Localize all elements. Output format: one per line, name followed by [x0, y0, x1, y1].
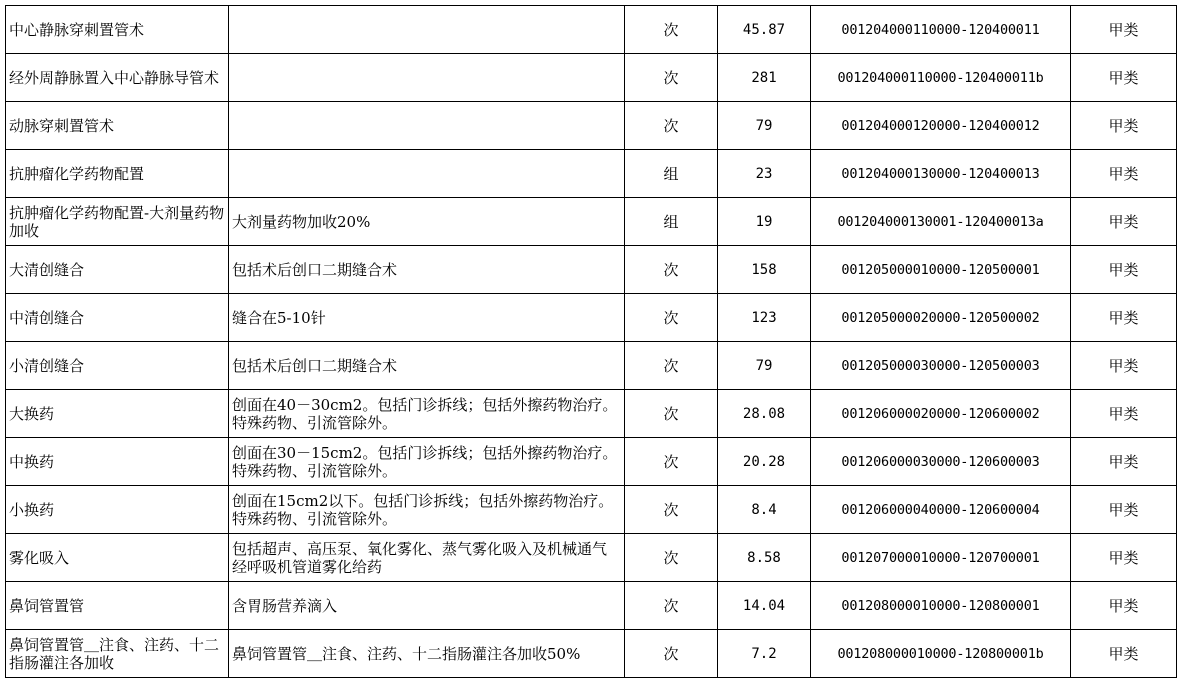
item-content-cell: 大剂量药物加收20% [229, 198, 625, 246]
item-code-cell: 001204000120000-120400012 [811, 102, 1071, 150]
item-content-cell: 创面在15cm2以下。包括门诊拆线；包括外擦药物治疗。特殊药物、引流管除外。 [229, 486, 625, 534]
item-content-cell: 含胃肠营养滴入 [229, 582, 625, 630]
price-cell: 123 [718, 294, 811, 342]
price-cell: 19 [718, 198, 811, 246]
item-code-cell: 001204000110000-120400011 [811, 6, 1071, 54]
category-cell: 甲类 [1071, 294, 1177, 342]
item-code-cell: 001204000110000-120400011b [811, 54, 1071, 102]
item-content-cell [229, 102, 625, 150]
price-cell: 14.04 [718, 582, 811, 630]
unit-cell: 次 [625, 630, 718, 678]
item-content-cell: 鼻饲管置管＿注食、注药、十二指肠灌注各加收50% [229, 630, 625, 678]
unit-cell: 次 [625, 294, 718, 342]
unit-cell: 次 [625, 6, 718, 54]
item-code-cell: 001204000130000-120400013 [811, 150, 1071, 198]
item-name-cell: 大换药 [6, 390, 229, 438]
table-row [6, 438, 1177, 486]
price-cell: 45.87 [718, 6, 811, 54]
item-name-cell: 雾化吸入 [6, 534, 229, 582]
item-code-cell: 001206000030000-120600003 [811, 438, 1071, 486]
item-code-cell: 001208000010000-120800001 [811, 582, 1071, 630]
unit-cell: 次 [625, 54, 718, 102]
item-name-cell: 经外周静脉置入中心静脉导管术 [6, 54, 229, 102]
unit-cell: 组 [625, 198, 718, 246]
category-cell: 甲类 [1071, 534, 1177, 582]
unit-cell: 次 [625, 582, 718, 630]
item-name-cell: 鼻饲管置管＿注食、注药、十二指肠灌注各加收 [6, 630, 229, 678]
item-code-cell: 001207000010000-120700001 [811, 534, 1071, 582]
item-content-cell: 包括术后创口二期缝合术 [229, 246, 625, 294]
table-row [6, 54, 1177, 102]
fee-table [5, 5, 1177, 678]
price-cell: 79 [718, 342, 811, 390]
item-content-cell [229, 54, 625, 102]
item-name-cell: 小清创缝合 [6, 342, 229, 390]
item-name-cell: 动脉穿刺置管术 [6, 102, 229, 150]
unit-cell: 组 [625, 150, 718, 198]
price-cell: 79 [718, 102, 811, 150]
item-name-cell: 抗肿瘤化学药物配置 [6, 150, 229, 198]
price-cell: 8.58 [718, 534, 811, 582]
table-row [6, 6, 1177, 54]
category-cell: 甲类 [1071, 630, 1177, 678]
table-row [6, 342, 1177, 390]
item-name-cell: 中心静脉穿刺置管术 [6, 6, 229, 54]
item-code-cell: 001205000010000-120500001 [811, 246, 1071, 294]
item-code-cell: 001206000020000-120600002 [811, 390, 1071, 438]
price-cell: 28.08 [718, 390, 811, 438]
category-cell: 甲类 [1071, 54, 1177, 102]
item-name-cell: 抗肿瘤化学药物配置-大剂量药物加收 [6, 198, 229, 246]
price-cell: 281 [718, 54, 811, 102]
category-cell: 甲类 [1071, 246, 1177, 294]
price-cell: 7.2 [718, 630, 811, 678]
item-name-cell: 中换药 [6, 438, 229, 486]
item-content-cell: 创面在30－15cm2。包括门诊拆线；包括外擦药物治疗。特殊药物、引流管除外。 [229, 438, 625, 486]
item-content-cell: 包括超声、高压泵、氧化雾化、蒸气雾化吸入及机械通气经呼吸机管道雾化给药 [229, 534, 625, 582]
unit-cell: 次 [625, 486, 718, 534]
category-cell: 甲类 [1071, 486, 1177, 534]
category-cell: 甲类 [1071, 390, 1177, 438]
item-code-cell: 001205000030000-120500003 [811, 342, 1071, 390]
table-row [6, 630, 1177, 678]
unit-cell: 次 [625, 102, 718, 150]
table-row [6, 150, 1177, 198]
table-row [6, 246, 1177, 294]
item-name-cell: 小换药 [6, 486, 229, 534]
item-code-cell: 001204000130001-120400013a [811, 198, 1071, 246]
item-content-cell: 包括术后创口二期缝合术 [229, 342, 625, 390]
item-name-cell: 中清创缝合 [6, 294, 229, 342]
item-code-cell: 001205000020000-120500002 [811, 294, 1071, 342]
price-cell: 20.28 [718, 438, 811, 486]
item-content-cell: 缝合在5-10针 [229, 294, 625, 342]
price-cell: 23 [718, 150, 811, 198]
unit-cell: 次 [625, 342, 718, 390]
category-cell: 甲类 [1071, 150, 1177, 198]
table-row [6, 486, 1177, 534]
table-row [6, 102, 1177, 150]
category-cell: 甲类 [1071, 342, 1177, 390]
category-cell: 甲类 [1071, 438, 1177, 486]
item-name-cell: 鼻饲管置管 [6, 582, 229, 630]
item-code-cell: 001208000010000-120800001b [811, 630, 1071, 678]
table-row [6, 294, 1177, 342]
fee-table-body [6, 6, 1177, 678]
item-content-cell [229, 6, 625, 54]
table-row [6, 534, 1177, 582]
table-row [6, 390, 1177, 438]
category-cell: 甲类 [1071, 102, 1177, 150]
table-row [6, 582, 1177, 630]
category-cell: 甲类 [1071, 6, 1177, 54]
unit-cell: 次 [625, 390, 718, 438]
unit-cell: 次 [625, 534, 718, 582]
unit-cell: 次 [625, 246, 718, 294]
price-cell: 8.4 [718, 486, 811, 534]
unit-cell: 次 [625, 438, 718, 486]
item-code-cell: 001206000040000-120600004 [811, 486, 1071, 534]
table-row [6, 198, 1177, 246]
category-cell: 甲类 [1071, 582, 1177, 630]
category-cell: 甲类 [1071, 198, 1177, 246]
price-cell: 158 [718, 246, 811, 294]
item-content-cell [229, 150, 625, 198]
item-name-cell: 大清创缝合 [6, 246, 229, 294]
item-content-cell: 创面在40－30cm2。包括门诊拆线；包括外擦药物治疗。特殊药物、引流管除外。 [229, 390, 625, 438]
